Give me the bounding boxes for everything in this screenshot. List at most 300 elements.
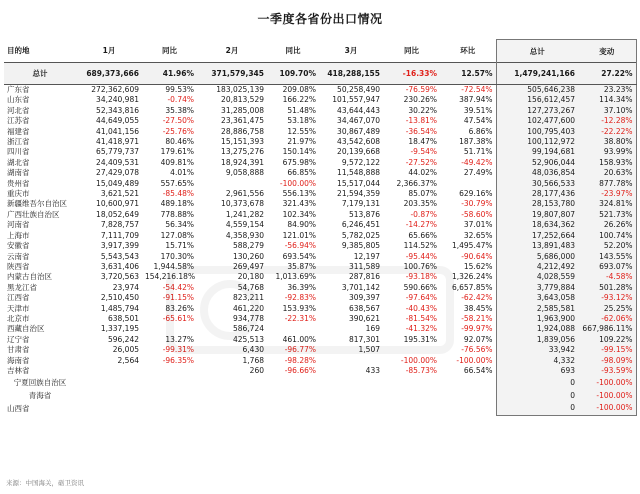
mar-yoy: 114.52% — [403, 241, 437, 251]
province-name: 江苏省 — [7, 116, 30, 126]
table-row — [4, 335, 636, 345]
total-value: 4,212,492 — [496, 262, 578, 272]
change-value: 143.55% — [578, 252, 636, 262]
mar-value: 21,594,359 — [337, 189, 380, 199]
feb-value — [197, 179, 267, 189]
mar-yoy: -85.73% — [405, 365, 437, 375]
jan-yoy: 56.34% — [165, 220, 194, 230]
table-row — [4, 272, 636, 282]
mar-value: 101,557,947 — [332, 95, 380, 105]
mar-value — [319, 389, 383, 402]
jan-yoy: -96.35% — [162, 355, 194, 365]
province-name: 福建省 — [7, 126, 30, 136]
feb-value: 20,813,529 — [221, 95, 264, 105]
total-value: 4,028,559 — [496, 272, 578, 282]
feb-value: 183,025,139 — [216, 85, 264, 94]
feb-yoy: -96.77% — [284, 345, 316, 355]
total-value: 1,924,088 — [496, 324, 578, 334]
jan-value — [76, 366, 142, 376]
mar-value: 390,621 — [348, 313, 380, 323]
feb-value: 934,778 — [232, 313, 264, 323]
mar-value: 433 — [365, 365, 380, 375]
change-value: 158.93% — [578, 158, 636, 168]
mar-yoy: -81.54% — [405, 313, 437, 323]
mar-yoy: -36.54% — [405, 126, 437, 136]
total-value: 4,332 — [496, 356, 578, 366]
jan-value: 41,041,156 — [96, 126, 139, 136]
total-row — [4, 63, 636, 85]
jan-value: 272,362,609 — [91, 85, 139, 94]
province-name: 河北省 — [7, 105, 30, 115]
mar-yoy: -9.54% — [410, 147, 437, 157]
mar-value: 12,197 — [353, 251, 380, 261]
province-name: 陕西省 — [7, 261, 30, 271]
mar-value: 50,258,490 — [337, 85, 380, 94]
province-name: 山东省 — [7, 95, 30, 105]
mom-change: 6,657.85% — [451, 282, 493, 292]
feb-yoy: -22.31% — [284, 313, 316, 323]
mar-yoy: 230.26% — [403, 95, 437, 105]
province-name: 内蒙古自治区 — [7, 272, 52, 282]
jan-value: 2,510,450 — [100, 293, 139, 303]
total-value: 156,612,457 — [496, 95, 578, 105]
mar-value: 9,572,122 — [341, 157, 380, 167]
mar-value — [319, 402, 383, 415]
province-name: 黑龙江省 — [7, 282, 37, 292]
jan-yoy: -85.48% — [162, 189, 194, 199]
mom-change: 51.71% — [463, 147, 493, 157]
feb-yoy: 675.98% — [282, 157, 316, 167]
header-change: 变动 — [578, 40, 636, 63]
table-row — [4, 314, 636, 324]
province-name: 宁夏回族自治区 — [13, 377, 67, 387]
total-value: 19,807,807 — [496, 210, 578, 220]
table-row — [4, 220, 636, 230]
mar-yoy: 203.35% — [403, 199, 437, 209]
mar-yoy: -95.44% — [405, 251, 437, 261]
total-value: 17,252,664 — [496, 231, 578, 241]
jan-value: 18,052,649 — [96, 209, 139, 219]
jan-value: 34,240,981 — [96, 95, 139, 105]
mar-value: 9,385,805 — [341, 241, 380, 251]
change-value: 26.26% — [578, 220, 636, 230]
jan-yoy: 80.46% — [165, 137, 194, 147]
mar-value: 169 — [365, 324, 380, 334]
change-value: 37.10% — [578, 106, 636, 116]
province-name: 贵州省 — [7, 178, 30, 188]
feb-value — [197, 376, 267, 389]
mar-yoy: 18.47% — [408, 137, 437, 147]
change-value: -12.28% — [578, 116, 636, 126]
jan-value: 3,621,521 — [100, 189, 139, 199]
province-name: 广西壮族自治区 — [7, 209, 60, 219]
total-jan-yoy: 41.96% — [142, 63, 197, 85]
mom-change: -90.64% — [461, 251, 493, 261]
jan-yoy: 179.61% — [160, 147, 194, 157]
mom-change: 1,326.24% — [451, 272, 493, 282]
province-name: 广东省 — [7, 85, 30, 94]
total-value: 693 — [496, 366, 578, 376]
total-value: 18,634,362 — [496, 220, 578, 230]
mar-yoy: 2,366.37% — [396, 178, 437, 188]
total-value: 5,686,000 — [496, 252, 578, 262]
mar-yoy: 195.31% — [403, 334, 437, 344]
jan-yoy: 557.65% — [160, 178, 194, 188]
mar-value: 20,139,668 — [337, 147, 380, 157]
jan-yoy: 1,944.58% — [153, 261, 194, 271]
feb-yoy: 53.18% — [287, 116, 316, 126]
jan-value: 24,409,531 — [96, 157, 139, 167]
change-value: -22.22% — [578, 127, 636, 137]
jan-value: 2,564 — [117, 355, 139, 365]
total-value: 2,585,581 — [496, 304, 578, 314]
change-value: -98.09% — [578, 356, 636, 366]
feb-value: 4,358,930 — [225, 230, 264, 240]
table-row — [4, 168, 636, 178]
table-row — [4, 356, 636, 366]
feb-yoy: -98.28% — [284, 355, 316, 365]
jan-yoy: 778.88% — [160, 209, 194, 219]
total-value: 1,839,056 — [496, 335, 578, 345]
jan-value: 7,828,757 — [100, 220, 139, 230]
table-row — [4, 402, 636, 415]
table-row — [4, 304, 636, 314]
mar-yoy: 30.22% — [408, 105, 437, 115]
change-value: 25.25% — [578, 304, 636, 314]
province-name: 天津市 — [7, 303, 30, 313]
province-name: 河南省 — [7, 220, 30, 230]
table-row — [4, 199, 636, 209]
feb-value: 1,241,282 — [225, 209, 264, 219]
feb-value: 588,279 — [232, 241, 264, 251]
change-value: 109.22% — [578, 335, 636, 345]
change-value: -99.15% — [578, 345, 636, 355]
change-value: -100.00% — [578, 389, 636, 402]
jan-value: 596,242 — [107, 334, 139, 344]
province-name: 江西省 — [7, 293, 30, 303]
feb-value: 130,260 — [232, 251, 264, 261]
mom-change: 38.45% — [463, 303, 493, 313]
mar-value: 309,397 — [348, 293, 380, 303]
province-name: 湖南省 — [7, 168, 30, 178]
mom-change: 629.16% — [459, 189, 493, 199]
total-jan: 689,373,666 — [76, 63, 142, 85]
jan-yoy: -25.76% — [162, 126, 194, 136]
header-jan-yoy: 同比 — [162, 46, 177, 56]
mom-change: -49.42% — [461, 157, 493, 167]
province-name: 海南省 — [7, 355, 30, 365]
mom-change: -58.21% — [461, 313, 493, 323]
table-row — [4, 241, 636, 251]
feb-value: 23,361,475 — [221, 116, 264, 126]
total-mom: 12.57% — [440, 63, 496, 85]
province-name: 甘肃省 — [7, 345, 30, 355]
mom-change: 92.07% — [463, 334, 493, 344]
change-value: 877.78% — [578, 179, 636, 189]
mom-change: 37.01% — [463, 220, 493, 230]
feb-value: 28,886,758 — [221, 126, 264, 136]
feb-value: 425,513 — [232, 334, 264, 344]
province-name: 吉林省 — [7, 365, 30, 375]
feb-yoy — [267, 389, 319, 402]
mom-change: -100.00% — [456, 355, 493, 365]
jan-yoy: 489.18% — [160, 199, 194, 209]
province-name: 四川省 — [7, 147, 30, 157]
jan-yoy: -65.61% — [162, 313, 194, 323]
total-value: 28,153,780 — [496, 199, 578, 209]
jan-value: 3,917,399 — [100, 241, 139, 251]
jan-yoy — [142, 324, 197, 334]
feb-yoy: -56.94% — [284, 241, 316, 251]
total-value: 52,906,044 — [496, 158, 578, 168]
table-row — [4, 179, 636, 189]
jan-value: 5,543,543 — [100, 251, 139, 261]
export-table — [4, 39, 637, 416]
total-value: 33,942 — [496, 345, 578, 355]
mar-yoy: -13.81% — [405, 116, 437, 126]
feb-yoy: 209.08% — [282, 85, 316, 94]
table-row — [4, 95, 636, 105]
mar-value — [319, 376, 383, 389]
jan-yoy — [142, 366, 197, 376]
jan-value — [76, 402, 142, 415]
mom-change: 32.65% — [463, 230, 493, 240]
jan-value: 638,501 — [107, 313, 139, 323]
jan-value: 1,337,195 — [100, 324, 139, 334]
mar-value: 43,542,608 — [337, 137, 380, 147]
change-value: -100.00% — [578, 376, 636, 389]
jan-value: 3,720,563 — [100, 272, 139, 282]
mar-yoy: 100.76% — [403, 261, 437, 271]
jan-value: 15,049,489 — [96, 178, 139, 188]
jan-yoy: -54.42% — [162, 282, 194, 292]
feb-yoy: 35.87% — [287, 261, 316, 271]
mom-change: 27.49% — [463, 168, 493, 178]
change-value: 501.28% — [578, 283, 636, 293]
total-feb: 371,579,345 — [197, 63, 267, 85]
change-value: 38.80% — [578, 137, 636, 147]
table-row — [4, 345, 636, 355]
jan-yoy: -0.74% — [167, 95, 194, 105]
mar-value: 817,301 — [348, 334, 380, 344]
mar-value: 638,567 — [348, 303, 380, 313]
province-name: 云南省 — [7, 251, 30, 261]
change-value: -93.59% — [578, 366, 636, 376]
feb-value: 13,275,276 — [221, 147, 264, 157]
feb-yoy: 84.90% — [287, 220, 316, 230]
feb-value: 1,768 — [242, 355, 264, 365]
mar-value: 6,246,451 — [341, 220, 380, 230]
page-title: 一季度各省份出口情况 — [257, 12, 383, 26]
mar-yoy: -100.00% — [400, 355, 437, 365]
province-name: 辽宁省 — [7, 334, 30, 344]
feb-value: 15,151,393 — [221, 137, 264, 147]
feb-value: 18,924,391 — [221, 157, 264, 167]
header-mom: 环比 — [460, 46, 476, 56]
jan-yoy: 99.53% — [165, 85, 194, 94]
province-name: 浙江省 — [7, 137, 30, 147]
mom-change: 1,495.47% — [451, 241, 493, 251]
feb-yoy: -92.83% — [284, 293, 316, 303]
change-value: -62.06% — [578, 314, 636, 324]
feb-value: 461,220 — [232, 303, 264, 313]
mar-yoy: 590.66% — [403, 282, 437, 292]
jan-value: 3,631,406 — [100, 261, 139, 271]
table-row — [4, 158, 636, 168]
jan-value: 27,429,078 — [96, 168, 139, 178]
province-name: 山西省 — [7, 403, 30, 413]
jan-yoy: 4.01% — [170, 168, 194, 178]
jan-yoy: -99.31% — [162, 345, 194, 355]
header-feb-yoy: 同比 — [285, 46, 301, 56]
header-destination: 目的地 — [7, 46, 30, 56]
feb-yoy — [267, 402, 319, 415]
table-row — [4, 293, 636, 303]
total-value: 28,177,436 — [496, 189, 578, 199]
total-mar-yoy: -16.33% — [383, 63, 440, 85]
table-row — [4, 85, 636, 96]
table-row — [4, 116, 636, 126]
feb-yoy: 121.01% — [282, 230, 316, 240]
mar-yoy: -41.32% — [405, 324, 437, 334]
feb-yoy: 153.93% — [282, 303, 316, 313]
table-row — [4, 137, 636, 147]
mom-change: 39.51% — [463, 105, 493, 115]
feb-yoy — [267, 324, 319, 334]
feb-yoy: 693.54% — [282, 251, 316, 261]
change-value: -100.00% — [578, 402, 636, 415]
total-value: 3,779,884 — [496, 283, 578, 293]
table-row — [4, 283, 636, 293]
mom-change: -58.60% — [461, 209, 493, 219]
mom-change: 66.54% — [463, 365, 493, 375]
mar-yoy — [383, 402, 440, 415]
province-name: 青海省 — [28, 390, 52, 400]
total-value: 0 — [496, 402, 578, 415]
mar-value: 7,179,131 — [341, 199, 380, 209]
jan-value: 65,779,737 — [96, 147, 139, 157]
mar-value: 30,867,489 — [337, 126, 380, 136]
mar-value: 5,782,025 — [341, 230, 380, 240]
jan-value: 52,343,816 — [96, 105, 139, 115]
total-change: 27.22% — [578, 63, 636, 85]
table-row — [4, 231, 636, 241]
mar-yoy: 85.07% — [408, 189, 437, 199]
total-value: 0 — [496, 376, 578, 389]
mar-yoy — [383, 376, 440, 389]
feb-value: 9,058,888 — [225, 168, 264, 178]
table-row — [4, 389, 636, 402]
feb-yoy: 1,013.69% — [275, 272, 316, 282]
mar-yoy: -40.43% — [405, 303, 437, 313]
mar-value: 43,644,443 — [337, 105, 380, 115]
total-value: 127,273,267 — [496, 106, 578, 116]
mar-yoy: -93.18% — [405, 272, 437, 282]
province-rows — [4, 85, 636, 416]
mar-yoy: -76.59% — [405, 85, 437, 94]
table-row — [4, 106, 636, 116]
change-value: 114.34% — [578, 95, 636, 105]
change-value: -23.97% — [578, 189, 636, 199]
total-value: 30,566,533 — [496, 179, 578, 189]
mom-change — [440, 402, 496, 415]
jan-yoy: 13.27% — [165, 334, 194, 344]
feb-yoy: 66.85% — [287, 168, 316, 178]
table-row — [4, 252, 636, 262]
change-value: 93.99% — [578, 147, 636, 157]
mar-yoy: 44.02% — [408, 168, 437, 178]
jan-yoy: 127.08% — [160, 230, 194, 240]
province-name: 新疆维吾尔自治区 — [7, 199, 67, 209]
table-row — [4, 262, 636, 272]
total-value: 1,963,900 — [496, 314, 578, 324]
mom-change: 187.38% — [459, 137, 493, 147]
mar-yoy — [383, 389, 440, 402]
header-mar: 3月 — [344, 46, 358, 56]
jan-value: 7,111,709 — [100, 230, 139, 240]
header-total: 总计 — [496, 40, 578, 63]
jan-value — [76, 376, 142, 389]
feb-yoy: 150.14% — [282, 147, 316, 157]
total-sum: 1,479,241,166 — [496, 63, 578, 85]
feb-value: 269,497 — [232, 261, 264, 271]
mar-yoy: -14.27% — [405, 220, 437, 230]
mom-change: 387.94% — [459, 95, 493, 105]
total-value: 3,643,058 — [496, 293, 578, 303]
mom-change: 6.86% — [468, 126, 493, 136]
total-mar: 418,288,155 — [319, 63, 383, 85]
change-value: -93.12% — [578, 293, 636, 303]
export-table-wrapper — [4, 39, 636, 416]
mar-value: 34,467,070 — [337, 116, 380, 126]
feb-yoy: 51.48% — [287, 105, 316, 115]
province-name: 西藏自治区 — [7, 324, 45, 334]
mar-value: 15,517,044 — [337, 178, 380, 188]
header-row — [4, 40, 636, 63]
header-jan: 1月 — [102, 46, 116, 56]
total-value: 100,795,403 — [496, 127, 578, 137]
feb-value: 10,373,678 — [221, 199, 264, 209]
mom-change — [440, 376, 496, 389]
mar-yoy: -97.64% — [405, 293, 437, 303]
total-value: 100,112,972 — [496, 137, 578, 147]
mom-change: 47.54% — [463, 116, 493, 126]
feb-value — [197, 389, 267, 402]
jan-value: 10,600,971 — [96, 199, 139, 209]
mar-yoy: -27.52% — [405, 157, 437, 167]
province-name: 上海市 — [7, 230, 30, 240]
change-value: 521.73% — [578, 210, 636, 220]
feb-yoy: 12.55% — [287, 126, 316, 136]
table-row — [4, 127, 636, 137]
change-value: 324.81% — [578, 199, 636, 209]
feb-value: 6,430 — [242, 345, 264, 355]
mar-yoy: 65.66% — [408, 230, 437, 240]
table-row — [4, 324, 636, 334]
feb-value: 586,724 — [232, 324, 264, 334]
jan-value: 1,485,794 — [100, 303, 139, 313]
feb-yoy: 102.34% — [282, 209, 316, 219]
feb-value: 823,211 — [232, 293, 264, 303]
total-feb-yoy: 109.70% — [267, 63, 319, 85]
mom-change — [440, 389, 496, 402]
feb-yoy: 166.22% — [282, 95, 316, 105]
table-row — [4, 147, 636, 157]
jan-yoy — [142, 376, 197, 389]
change-value: -4.58% — [578, 272, 636, 282]
header-feb: 2月 — [225, 46, 239, 56]
total-value: 102,477,600 — [496, 116, 578, 126]
